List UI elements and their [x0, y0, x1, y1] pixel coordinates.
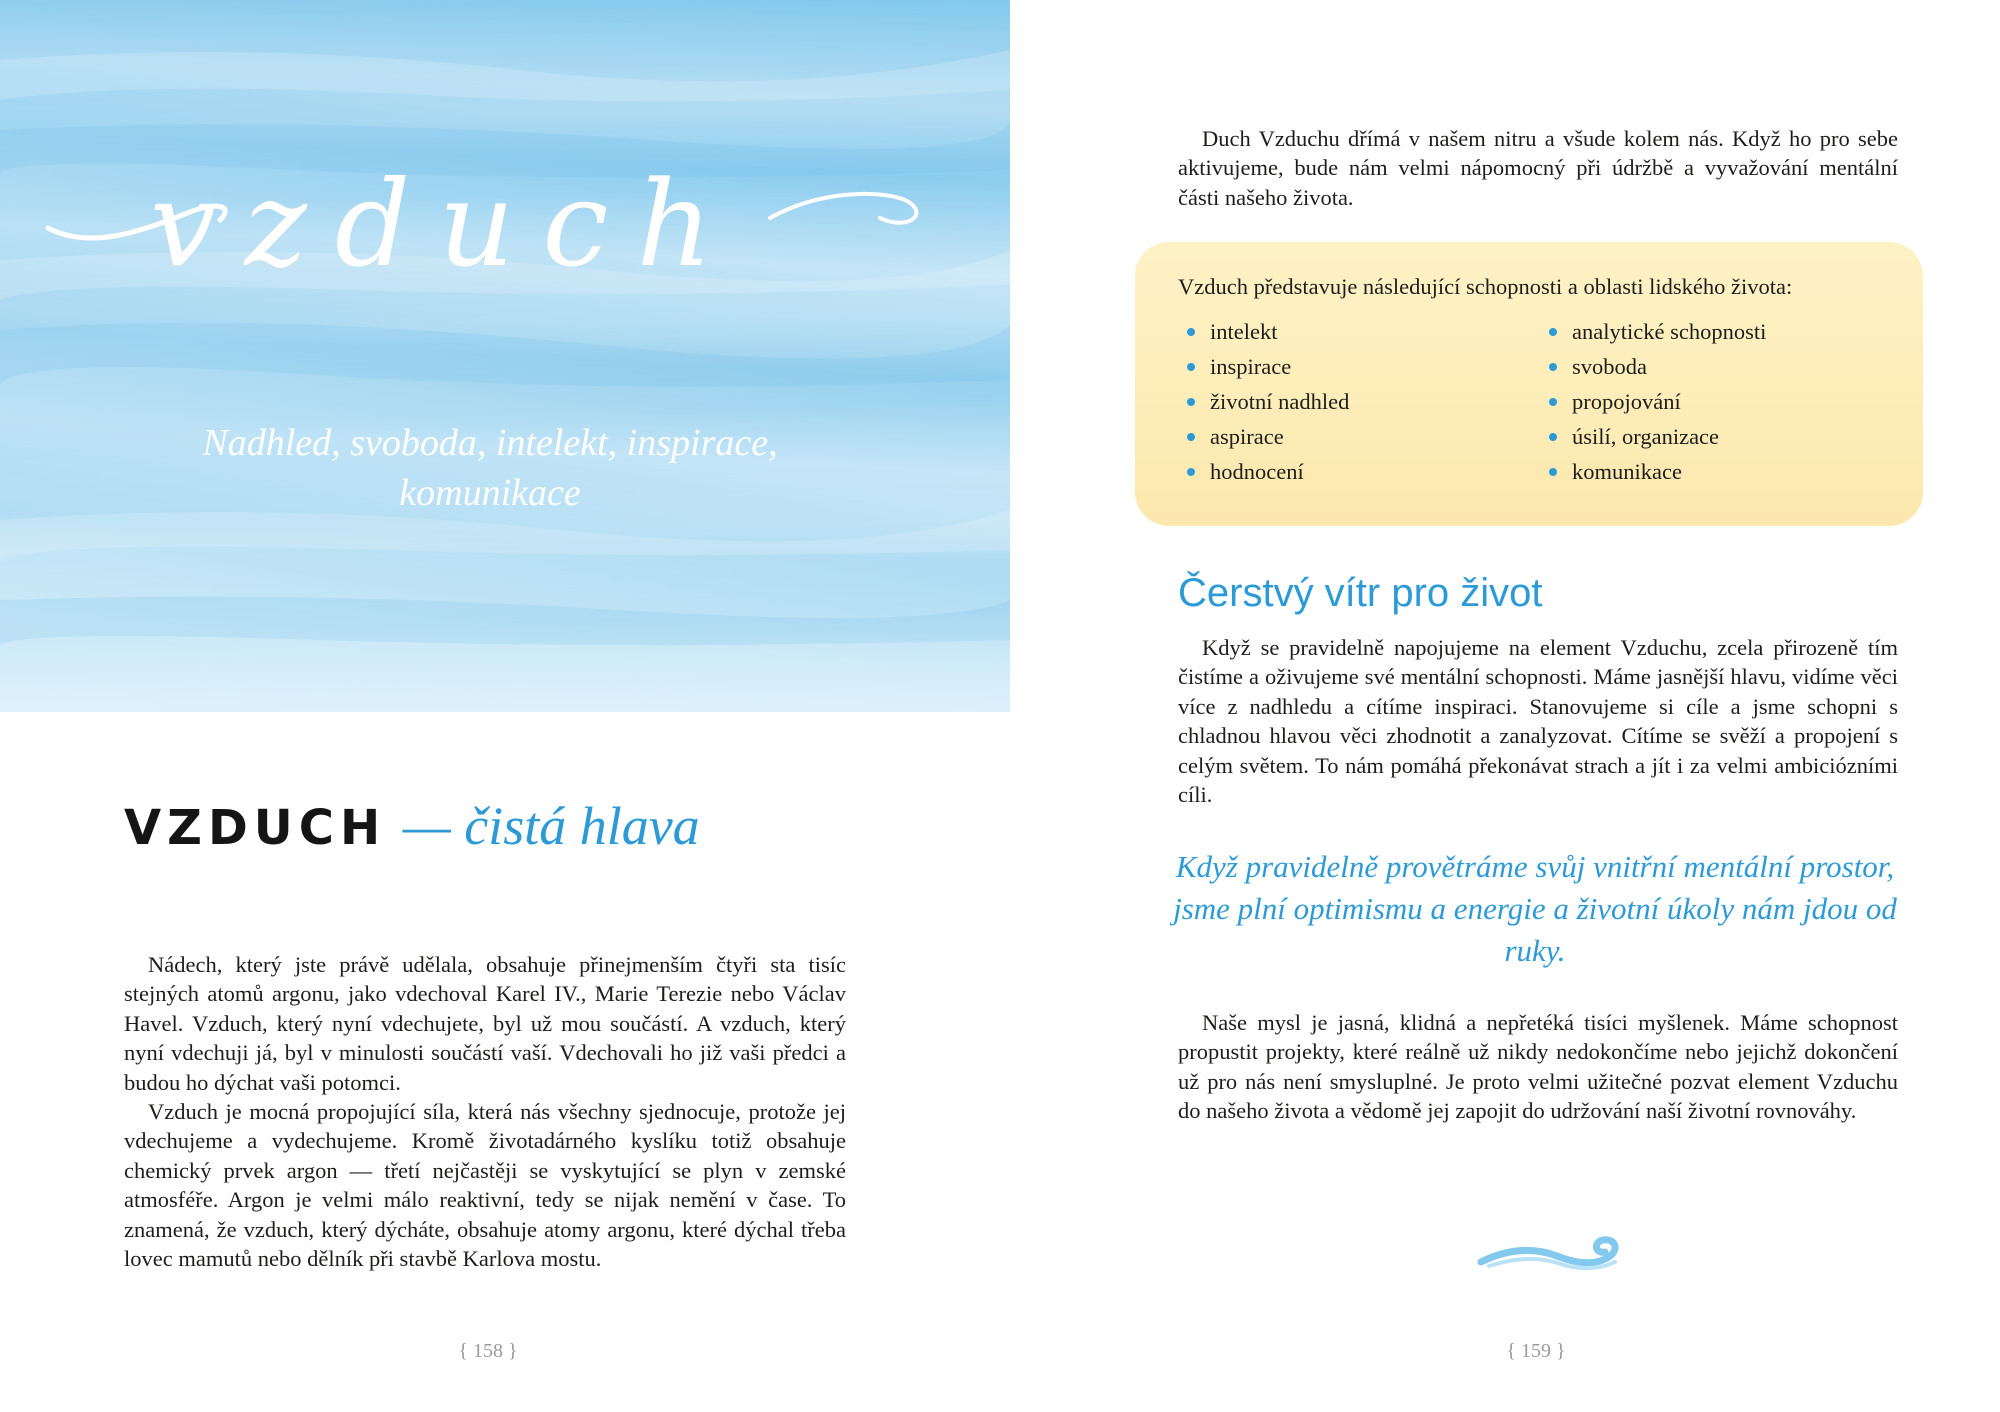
list-item: životní nadhled: [1178, 384, 1528, 419]
right-page: [1000, 0, 2000, 1412]
bullet-icon: [1187, 328, 1195, 336]
chapter-heading-accent: — čistá hlava: [402, 796, 700, 856]
list-item: inspirace: [1178, 349, 1528, 384]
list-item: analytické schopnosti: [1540, 314, 1900, 349]
body-paragraph-2: Vzduch je mocná propojující síla, která nás všechny sjednocuje, protože jej vdechujeme a vydechujeme. Kromě životadárného kyslíku totiž obsahuje chemický prvek argon — třetí nejčastěji se vyskytující se plyn v zemské atmosféře. Argon je velmi málo reaktivní, tedy se nijak nemění v čase. To znamená, že vzduch, který dýcháte, obsahuje atomy argonu, které dýchal třeba lovec mamutů nebo dělník při stavbě Karlova mostu.: [124, 1099, 846, 1272]
pull-quote: Když pravidelně provětráme svůj vnitřní mentální prostor, jsme plní optimismu a energie a životní úkoly nám jdou od ruky.: [1173, 849, 1897, 968]
section-heading: Čerstvý vítr pro život: [1178, 571, 1543, 615]
closing-body-text: [1178, 1008, 1898, 1126]
list-item: intelekt: [1178, 314, 1528, 349]
closing-paragraph: Naše mysl je jasná, klidná a nepřetéká tisíci myšlenek. Máme schopnost propustit projekty, které reálně už nikdy nedokončíme nebo jejichž dokončení už pro nás není smysluplné. Je proto velmi užitečné pozvat element Vzduchu do našeho života a vědomě jej zapojit do udržování naší životní rovnováhy.: [1178, 1010, 1898, 1124]
list-item: úsilí, organizace: [1540, 419, 1900, 454]
chapter-heading-word: VZDUCH: [124, 800, 387, 856]
intro-text: [1178, 124, 1898, 212]
watercolor-texture: [0, 0, 1010, 712]
wave-ornament-icon: [1475, 1228, 1635, 1288]
bullet-icon: [1187, 468, 1195, 476]
abilities-box: [1135, 242, 1923, 526]
bullet-icon: [1549, 328, 1557, 336]
list-item: svoboda: [1540, 349, 1900, 384]
bullet-icon: [1187, 363, 1195, 371]
page-number-left: { 158 }: [458, 1340, 518, 1362]
abilities-box-title: Vzduch představuje následující schopnosti a oblasti lidského života:: [1178, 274, 1793, 299]
bullet-icon: [1549, 363, 1557, 371]
body-paragraph-1: Nádech, který jste právě udělala, obsahuje přinejmenším čtyři sta tisíc stejných atomů argonu, jako vdechoval Karel IV., Marie Terezie nebo Václav Havel. Vzduch, který nyní vdechujete, byl už mou součástí. A vzduch, který nyní vdechuji já, byl v minulosti součástí vaší. Vdechovali ho již vaši předci a budou ho dýchat vaši potomci.: [124, 952, 846, 1095]
abilities-list-left: [1178, 314, 1528, 489]
intro-paragraph: Duch Vzduchu dřímá v našem nitru a všude kolem nás. Když ho pro sebe aktivujeme, bude nám velmi nápomocný při údržbě a vyvažování mentální části našeho života.: [1178, 126, 1898, 210]
banner-subtitle: Nadhled, svoboda, intelekt, inspirace, komunikace: [202, 422, 778, 514]
abilities-list-right: [1540, 314, 1900, 489]
banner-title: vzduch: [150, 155, 741, 293]
bullet-icon: [1549, 433, 1557, 441]
bullet-icon: [1549, 398, 1557, 406]
chapter-heading: [124, 796, 700, 858]
page-number-right: { 159 }: [1506, 1340, 1566, 1362]
section-paragraph: Když se pravidelně napojujeme na element Vzduchu, zcela přirozeně tím čistíme a oživujeme své mentální schopnosti. Máme jasnější hlavu, vidíme věci více z nadhledu a cítíme inspiraci. Stanovujeme si cíle a jsme schopni s chladnou hlavou věci zhodnotit a zanalyzovat. Cítíme se svěží a propojení s celým světem. To nám pomáhá překonávat strach a jít i za velmi ambiciózními cíli.: [1178, 635, 1898, 808]
watercolor-banner: [0, 0, 1010, 712]
bullet-icon: [1187, 433, 1195, 441]
title-flourish-right: [770, 194, 916, 223]
bullet-icon: [1549, 468, 1557, 476]
section-body-text: [1178, 633, 1898, 809]
left-body-text: [124, 950, 846, 1273]
list-item: aspirace: [1178, 419, 1528, 454]
list-item: propojování: [1540, 384, 1900, 419]
list-item: hodnocení: [1178, 454, 1528, 489]
list-item: komunikace: [1540, 454, 1900, 489]
bullet-icon: [1187, 398, 1195, 406]
